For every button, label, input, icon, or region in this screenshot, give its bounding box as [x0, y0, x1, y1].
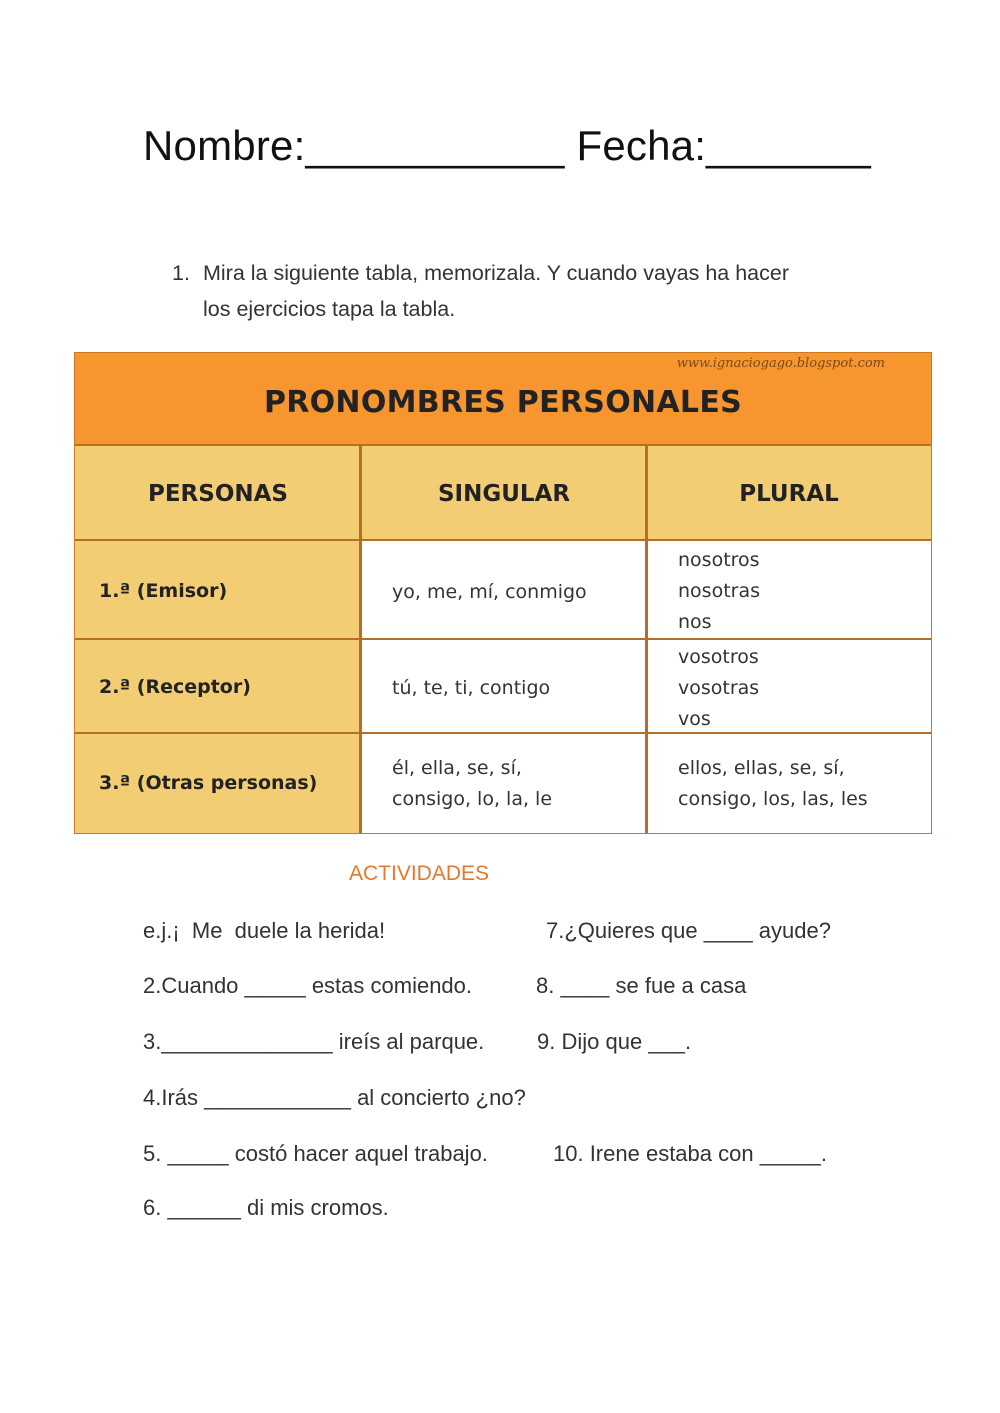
row-plural-3	[647, 733, 931, 833]
row-singular-3	[361, 733, 647, 833]
pronouns-table	[74, 352, 932, 834]
plural-line: nosotras	[678, 580, 760, 602]
plural-line: vosotras	[678, 677, 760, 699]
instruction-text: Mira la siguiente tabla, memorizala. Y cuando vayas ha hacer los ejercicios tapa la tabla.	[203, 261, 790, 321]
singular-line: yo, me, mí, conmigo	[392, 581, 587, 603]
instruction	[172, 255, 812, 327]
exercise-left-3: 3.______________ ireís al parque.	[143, 1029, 485, 1054]
row-plural-2	[647, 639, 931, 733]
row-singular-1	[361, 540, 647, 639]
exercise-left-1: e.j.¡ Me duele la herida!	[143, 918, 386, 943]
exercise-right-1: 7.¿Quieres que ____ ayude?	[546, 918, 831, 943]
column-header-singular: SINGULAR	[361, 446, 647, 540]
exercise-left-4: 4.Irás ____________ al concierto ¿no?	[143, 1085, 526, 1110]
table-title-bar	[75, 353, 931, 446]
row-persona-1: 1.ª (Emisor)	[75, 540, 361, 639]
grid-divider	[75, 539, 931, 541]
grid-divider	[75, 638, 931, 640]
row-persona-3: 3.ª (Otras personas)	[75, 733, 361, 833]
table-title: PRONOMBRES PERSONALES	[263, 385, 743, 420]
exercise-right-2: 8. ____ se fue a casa	[536, 973, 747, 998]
row-singular-2	[361, 639, 647, 733]
exercise-right-3: 9. Dijo que ___.	[537, 1029, 692, 1054]
grid-divider	[75, 732, 931, 734]
instruction-number: 1.	[172, 261, 190, 285]
exercise-left-6: 6. ______ di mis cromos.	[143, 1195, 389, 1220]
header-name-date: Nombre:___________ Fecha:_______	[143, 122, 871, 169]
plural-line: consigo, los, las, les	[678, 788, 868, 810]
plural-line: vos	[678, 708, 711, 730]
row-persona-2: 2.ª (Receptor)	[75, 639, 361, 733]
singular-line: él, ella, se, sí,	[392, 757, 522, 779]
exercise-left-2: 2.Cuando _____ estas comiendo.	[143, 973, 473, 998]
singular-line: tú, te, ti, contigo	[392, 677, 551, 699]
column-header-personas: PERSONAS	[75, 446, 361, 540]
plural-line: nosotros	[678, 549, 760, 571]
plural-line: nos	[678, 611, 712, 633]
exercise-left-5: 5. _____ costó hacer aquel trabajo.	[143, 1141, 488, 1166]
watermark: www.ignaciogago.blogspot.com	[676, 356, 885, 371]
column-header-plural: PLURAL	[647, 446, 931, 540]
plural-line: vosotros	[678, 646, 759, 668]
singular-line: consigo, lo, la, le	[392, 788, 553, 810]
plural-line: ellos, ellas, se, sí,	[678, 757, 845, 779]
row-plural-1	[647, 540, 931, 639]
exercise-right-5: 10. Irene estaba con _____.	[553, 1141, 827, 1166]
activities-title: ACTIVIDADES	[349, 862, 490, 885]
